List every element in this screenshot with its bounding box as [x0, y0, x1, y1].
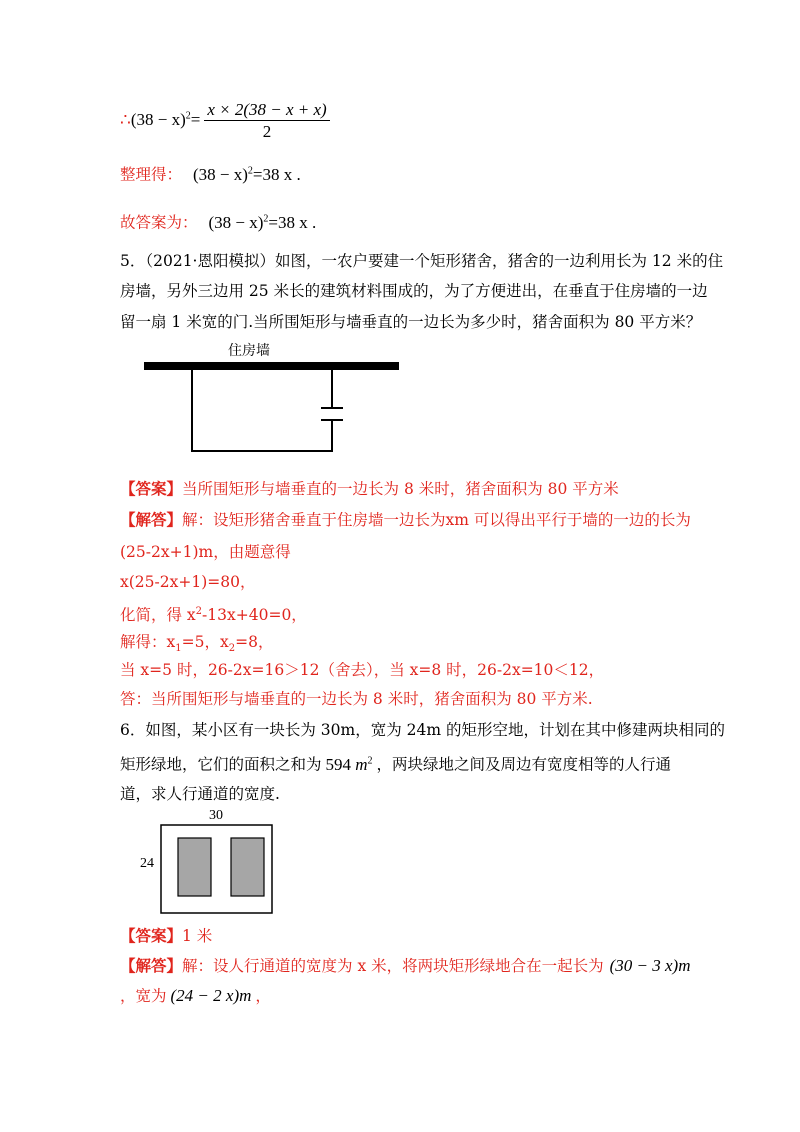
q5-sol4-sup: 2 [195, 606, 203, 617]
q5-solution-line-3: x(25-2x+1)=80， [120, 573, 256, 591]
q5-sol5-sub1: 1 [175, 643, 182, 655]
q6-text-line-3: 道，求人行通道的宽度. [120, 785, 280, 803]
q5-text-line-1: 5．（2021·恩阳模拟）如图，一农户要建一个矩形猪舍，猪舍的一边利用长为 12 米的住 [120, 252, 724, 270]
pigsty-diagram [140, 340, 410, 460]
equation-line-1 [120, 100, 334, 143]
answer-label: 故答案为： [120, 213, 198, 232]
q5-sol5-b: =5，x [181, 633, 229, 651]
green-land-diagram [130, 805, 290, 915]
answer-line [120, 208, 316, 234]
q6-area [326, 755, 373, 774]
answer-exponent: 2 [263, 213, 269, 224]
q5-sol5-sub2: 2 [228, 643, 236, 655]
q5-text-line-3: 留一扇 1 米宽的门.当所围矩形与墙垂直的一边长为多少时，猪舍面积为 80 平方米？ [120, 313, 702, 331]
simplify-exponent: 2 [247, 165, 253, 176]
q6-width-expr: (24 − 2 x)m [170, 986, 252, 1005]
simplify-rhs: =38 x . [252, 164, 301, 184]
q6-solution-line-1 [120, 955, 691, 977]
q5-solution-line-4 [120, 601, 307, 626]
simplify-label: 整理得： [120, 165, 183, 184]
q5-sol5-c: =8， [235, 633, 274, 651]
q5-solution-line-5 [120, 631, 273, 660]
q5-sol4-b: -13x+40=0， [202, 606, 307, 625]
q5-solution-text-1: 解：设矩形猪舍垂直于住房墙一边长为xm 可以得出平行于墙的一边的长为 [182, 511, 691, 529]
fraction-numerator: x × 2(38 − x + x) [204, 100, 329, 121]
q6-text-2b: ，两块绿地之间及周边有宽度相等的人行通 [376, 755, 672, 774]
q6-area-exponent: 2 [367, 755, 373, 766]
simplify-line [120, 160, 301, 186]
answer-expr [208, 213, 316, 232]
q6-area-unit: m [355, 754, 368, 774]
simplify-expr-base: (38 − x) [192, 164, 248, 184]
q6-solution-tag: 【解答】 [120, 956, 183, 975]
lhs-exponent: 2 [185, 110, 191, 122]
q6-solution-text-2b: ， [255, 987, 271, 1005]
q5-sol4-a: 化简，得 x [120, 606, 196, 625]
q6-text-line-1: 6．如图，某小区有一块长为 30m，宽为 24m 的矩形空地，计划在其中修建两块相同的 [120, 721, 725, 739]
q5-answer-text: 当所围矩形与墙垂直的一边长为 8 米时，猪舍面积为 80 平方米 [182, 480, 619, 498]
q6-text-line-2 [120, 750, 671, 776]
q5-sol5-a: 解得：x [120, 633, 176, 651]
therefore-symbol: ∴ [120, 110, 131, 130]
q5-solution-line-6: 当 x=5 时，26-2x=16＞12（舍去），当 x=8 时，26-2x=10＜12， [120, 661, 605, 679]
q6-text-2a: 矩形绿地，它们的面积之和为 [120, 755, 322, 774]
q5-text-line-2: 房墙，另外三边用 25 米长的建筑材料围成的，为了方便进出，在垂直于住房墙的一边 [120, 282, 708, 300]
green-plot-left [178, 838, 211, 896]
q6-solution-line-2 [120, 985, 271, 1007]
q6-solution-text-1: 解：设人行通道的宽度为 x 米，将两块矩形绿地合在一起长为 [182, 957, 604, 975]
q6-answer-text: 1 米 [182, 927, 213, 945]
q6-answer-tag: 【答案】 [120, 926, 183, 945]
q5-solution-line-2: (25-2x+1)m，由题意得 [120, 543, 291, 561]
q5-solution-line-7: 答：当所围矩形与墙垂直的一边长为 8 米时，猪舍面积为 80 平方米. [120, 690, 593, 708]
fraction-denominator: 2 [262, 122, 272, 141]
q5-solution-line-1 [120, 509, 691, 531]
wall-label: 住房墙 [228, 343, 270, 359]
q6-solution-text-2a: ，宽为 [120, 987, 167, 1005]
lhs-expr: (38 − x) [130, 110, 186, 130]
q5-answer [120, 478, 619, 500]
answer-expr-base: (38 − x) [208, 212, 264, 232]
answer-rhs: =38 x . [268, 212, 317, 232]
q5-solution-tag: 【解答】 [120, 510, 183, 529]
height-label: 24 [140, 856, 154, 871]
fraction [204, 100, 329, 143]
q6-area-value: 594 [325, 754, 352, 774]
simplify-expr [193, 165, 301, 184]
width-label: 30 [209, 808, 223, 823]
green-plot-right [231, 838, 264, 896]
q6-length-expr: (30 − 3 x)m [609, 956, 691, 975]
q6-answer [120, 925, 212, 947]
house-wall [144, 362, 399, 370]
equals-sign: = [190, 110, 201, 130]
q5-answer-tag: 【答案】 [120, 479, 183, 498]
